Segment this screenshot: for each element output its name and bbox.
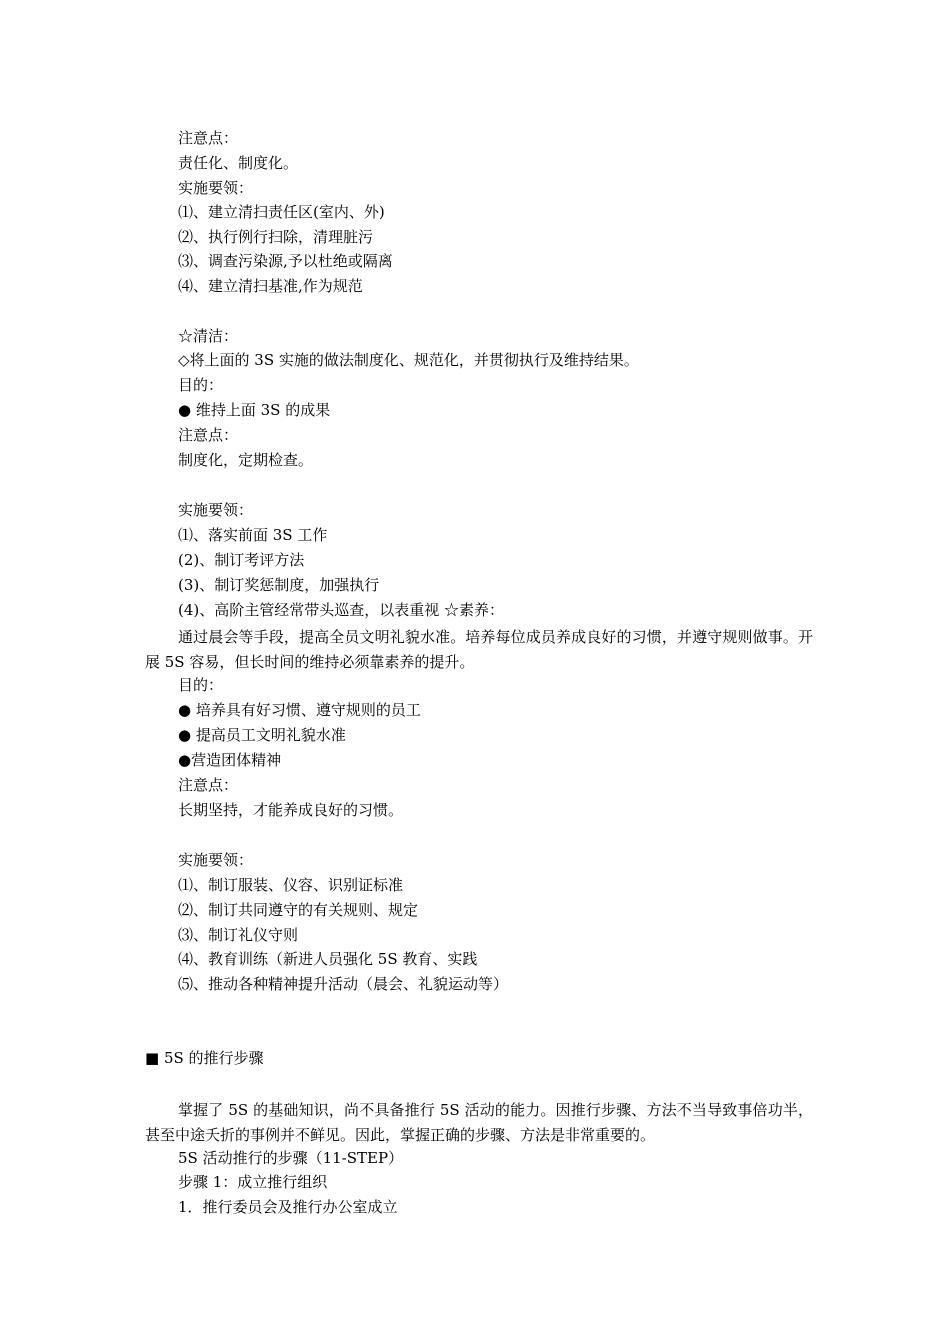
- list-item: ⑶、调查污染源,予以杜绝或隔离: [178, 252, 393, 270]
- section-heading: ■ 5S 的推行步骤: [145, 1049, 264, 1067]
- text-line: 实施要领：: [178, 851, 254, 869]
- section-heading: ☆清洁：: [178, 327, 239, 345]
- text-line: 注意点：: [178, 129, 239, 147]
- text-line: 目的：: [178, 376, 224, 394]
- bullet-item: ● 提高员工文明礼貌水准: [178, 726, 346, 744]
- bullet-item: ● 培养具有好习惯、遵守规则的员工: [178, 701, 421, 719]
- text-line: 制度化，定期检查。: [178, 451, 314, 469]
- text-line: 注意点：: [178, 426, 239, 444]
- list-item: ⑵、制订共同遵守的有关规则、规定: [178, 901, 419, 919]
- bullet-item: ● 维持上面 3S 的成果: [178, 401, 331, 419]
- list-item: ⑷、建立清扫基准,作为规范: [178, 277, 363, 295]
- text-line: 长期坚持，才能养成良好的习惯。: [178, 801, 404, 819]
- list-item: ⑴、落实前面 3S 工作: [178, 526, 328, 544]
- text-line: 1．推行委员会及推行办公室成立: [178, 1198, 398, 1216]
- list-item: ⑷、教育训练（新进人员强化 5S 教育、实践: [178, 950, 478, 968]
- text-line: 5S 活动推行的步骤（11-STEP）: [178, 1149, 404, 1167]
- text-line: ◇将上面的 3S 实施的做法制度化、规范化，并贯彻执行及维持结果。: [178, 351, 639, 369]
- text-line: 实施要领：: [178, 501, 254, 519]
- text-line: 目的：: [178, 676, 224, 694]
- list-item: (4)、高阶主管经常带头巡查，以表重视 ☆素养：: [178, 601, 505, 619]
- list-item: ⑵、执行例行扫除，清理脏污: [178, 228, 374, 246]
- text-line: 步骤 1：成立推行组织: [178, 1173, 328, 1191]
- paragraph: 通过晨会等手段，提高全员文明礼貌水准。培养每位成员养成良好的习惯，并遵守规则做事。开展 5S 容易，但长时间的维持必须靠素养的提升。: [145, 628, 813, 671]
- paragraph: 掌握了 5S 的基础知识，尚不具备推行 5S 活动的能力。因推行步骤、方法不当导致事倍功半，甚至中途夭折的事例并不鲜见。因此，掌握正确的步骤、方法是非常重要的。: [145, 1101, 813, 1144]
- text-line: 责任化、制度化。: [178, 154, 299, 172]
- list-item: ⑸、推动各种精神提升活动（晨会、礼貌运动等）: [178, 975, 509, 993]
- list-item: ⑶、制订礼仪守则: [178, 926, 299, 944]
- text-line: 实施要领：: [178, 179, 254, 197]
- list-item: (3)、制订奖惩制度，加强执行: [178, 576, 380, 594]
- list-item: ⑴、建立清扫责任区(室内、外): [178, 203, 385, 221]
- list-item: ⑴、制订服装、仪容、识别证标准: [178, 876, 404, 894]
- bullet-item: ●营造团体精神: [178, 751, 282, 769]
- list-item: (2)、制订考评方法: [178, 551, 305, 569]
- text-line: 注意点：: [178, 776, 239, 794]
